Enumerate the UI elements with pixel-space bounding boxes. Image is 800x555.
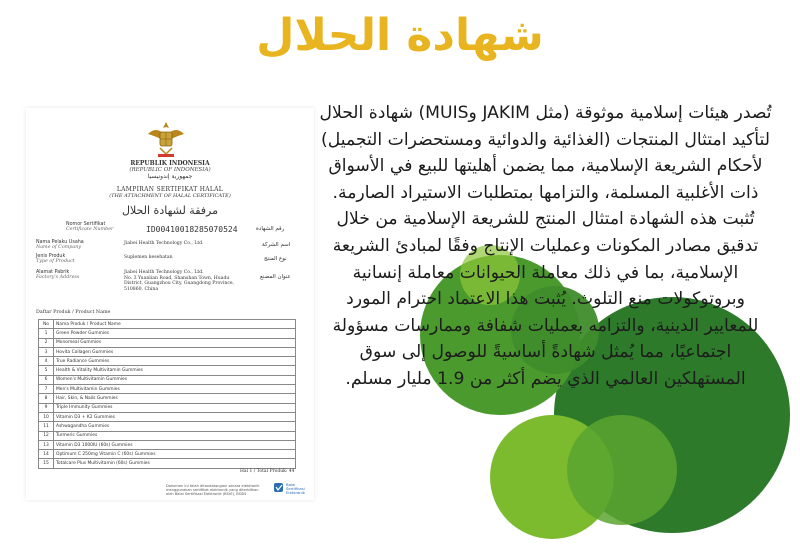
cert-country-ar: جمهورية إندونيسيا	[147, 173, 193, 180]
table-row	[39, 403, 296, 412]
product-type-label-ar: نوع المنتج	[264, 256, 287, 262]
table-row	[39, 338, 296, 347]
company-label-ar: اسم الشركة	[262, 242, 291, 248]
product-name: Green Powder Gummies	[54, 329, 296, 338]
row-number: 13	[39, 440, 54, 449]
cert-country-en: (REPUBLIC OF INDONESIA)	[129, 167, 211, 173]
header-no: No	[39, 320, 54, 329]
table-row	[39, 394, 296, 403]
product-type-value: Suplemen kesehatan	[124, 255, 173, 260]
factory-address-label: Alamat Pabrik Factory's Address	[36, 270, 80, 281]
row-number: 3	[39, 347, 54, 356]
product-table	[38, 319, 296, 469]
row-number: 4	[39, 357, 54, 366]
table-row	[39, 459, 296, 468]
table-row	[39, 366, 296, 375]
table-row	[39, 431, 296, 440]
e-signature-note: Dokumen ini telah ditandatangani secara elektronik menggunakan sertifikat elektronik yang diterbitkan oleh Balai Sertifikasi Elektronik (BSrE), BSSN	[166, 484, 260, 497]
table-row	[39, 329, 296, 338]
row-number: 14	[39, 450, 54, 459]
row-number: 11	[39, 422, 54, 431]
product-name: Hair, Skin, & Nails Gummies	[54, 394, 296, 403]
row-number: 9	[39, 403, 54, 412]
product-name: Turmeric Gummies	[54, 431, 296, 440]
row-number: 6	[39, 375, 54, 384]
table-row	[39, 385, 296, 394]
row-number: 10	[39, 412, 54, 421]
row-number: 7	[39, 385, 54, 394]
table-row	[39, 347, 296, 356]
cert-country: REPUBLIK INDONESIA	[130, 160, 210, 167]
product-name: Ashwagandha Gummies	[54, 422, 296, 431]
cert-number: ID00410018285070524	[146, 225, 238, 234]
product-name: Hovita Collagen Gummies	[54, 347, 296, 356]
row-number: 5	[39, 366, 54, 375]
row-number: 1	[39, 329, 54, 338]
table-row	[39, 450, 296, 459]
factory-address-value: Jiabei Health Technology Co., Ltd. No. 3 Yuanlian Road, Shanshan Town, Huadu District, Guangzhou City, Guangdong Province, 510860, China	[124, 270, 235, 292]
product-name: Vitamin D3 1000IU (60s) Gummies	[54, 440, 296, 449]
product-name: Men's Multivitamin Gummies	[54, 385, 296, 394]
product-name: Women's Multivitamin Gummies	[54, 375, 296, 384]
product-name: Triple Immunity Gummies	[54, 403, 296, 412]
table-row	[39, 375, 296, 384]
bubble-overlap	[567, 415, 677, 525]
garuda-emblem-icon	[146, 118, 186, 160]
page-title: شهادة الحلال	[256, 10, 544, 61]
table-row	[39, 357, 296, 366]
product-name: Optimum C 250mg Vitamin C (60s) Gummies	[54, 450, 296, 459]
cert-number-label-ar: رقم الشهادة	[256, 226, 285, 232]
company-label: Nama Pelaku Usaha Name of Company	[36, 240, 84, 251]
cert-heading-ar: مرفقة لشهادة الحلال	[122, 204, 218, 217]
product-list-label: Daftar Produk / Product Name	[36, 310, 111, 315]
table-row	[39, 422, 296, 431]
row-number: 8	[39, 394, 54, 403]
description-paragraph: تُصدر هيئات إسلامية موثوقة (مثل JAKIM وMUIS) شهادة الحلال لتأكيد امتثال المنتجات (الغذائية والدوائية ومستحضرات التجميل) لأحكام الشريعة الإسلامية، مما يضمن أهليتها للبيع في الأسواق ذات الأغلبية المسلمة، والتزامها بمتطلبات الاستيراد الصارمة. تُثبت هذه الشهادة امتثال المنتج للشريعة الإسلامية من خلال تدقيق مصادر المكونات وعمليات الإنتاج وفقًا لمبادئ الشريعة الإسلامية، بما في ذلك معاملة الحيوانات معاملة إنسانية وبروتوكولات منع التلوث. يُثبت هذا الاعتماد احترام المورد للمعايير الدينية، والتزامه بعمليات شفافة وممارسات مسؤولة اجتماعيًا، مما يُمثل شهادةً أساسيةً للوصول إلى سوق المستهلكين العالمي الذي يضم أكثر من 1.9 مليار مسلم.	[319, 103, 772, 389]
row-number: 15	[39, 459, 54, 468]
product-name: Health & Vitality Multivitamin Gummies	[54, 366, 296, 375]
row-number: 2	[39, 338, 54, 347]
table-row	[39, 412, 296, 421]
product-name: Vitamin D3 + K2 Gummies	[54, 412, 296, 421]
cert-lampiran: LAMPIRAN SERTIFIKAT HALAL	[116, 186, 224, 193]
header-product-name: Nama Produk / Product Name	[54, 320, 296, 329]
product-name: Monomeal Gummies	[54, 338, 296, 347]
product-type-label: Jenis Produk Type of Product	[36, 254, 75, 265]
bsre-logo-text: Balai Sertifikasi Elektronik	[286, 482, 305, 496]
factory-address-label-ar: عنوان المصنع	[260, 274, 291, 280]
halal-certificate-attachment	[26, 108, 314, 500]
cert-number-label: Nomor Sertifikat Certificate Number	[66, 222, 114, 233]
cert-lampiran-en: (THE ATTACHMENT OF HALAL CERTIFICATE)	[109, 193, 231, 199]
product-name: Totalcare Plus Multivitamin (60s) Gummies	[54, 459, 296, 468]
table-header-row	[39, 320, 296, 329]
company-value: Jiabei Health Technology Co., Ltd.	[124, 241, 204, 246]
page-info: Hal 1 / Total Produk: 44	[240, 469, 295, 474]
product-name: True Radiance Gummies	[54, 357, 296, 366]
table-row	[39, 440, 296, 449]
row-number: 12	[39, 431, 54, 440]
